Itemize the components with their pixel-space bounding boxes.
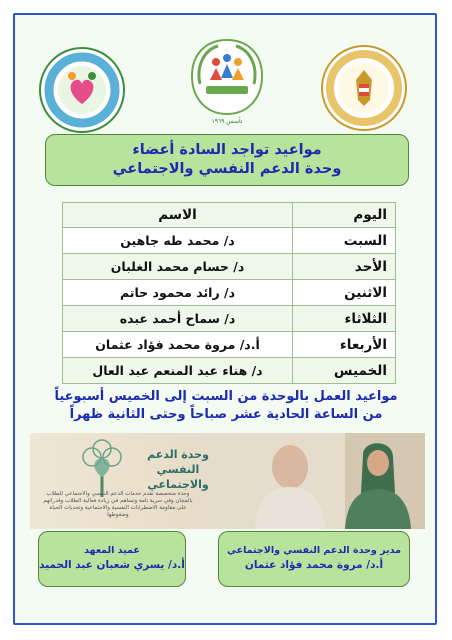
schedule-table xyxy=(62,202,396,384)
row-day: الثلاثاء xyxy=(293,306,396,332)
working-hours xyxy=(30,388,422,424)
dean-name: أ.د/ يسري شعبان عبد الحميد xyxy=(39,559,185,571)
row-day: الأحد xyxy=(293,254,396,280)
table-row xyxy=(63,254,396,280)
director-role: مدير وحدة الدعم النفسي والاجتماعي xyxy=(227,545,401,556)
table-row xyxy=(63,332,396,358)
banner-description: وحدة متخصصة تقدم خدمات الدعم النفسي والاجتماعي للطلاب بالمجان وفي سرية تامة وتساهم في زيادة فعالية الطلاب وقدراتهم على مقاومة الاضطرابات النفسية والاجتماعية وتحديات الحياة وضغوطها xyxy=(43,491,193,518)
row-name: د/ محمد طه جاهين xyxy=(63,228,293,254)
row-day: الاثنين xyxy=(293,280,396,306)
header-day: اليوم xyxy=(293,203,396,228)
working-hours-line-2: من الساعة الحادية عشر صباحاً وحتى الثانية ظهراً xyxy=(69,407,383,422)
director-name: أ.د/ مروة محمد فؤاد عثمان xyxy=(244,559,384,571)
ministry-logo xyxy=(320,44,408,132)
title-line-1: مواعيد تواجد السادة أعضاء xyxy=(132,142,322,158)
signature-dean xyxy=(38,531,186,587)
working-hours-line-1: مواعيد العمل بالوحدة من السبت إلى الخميس أسبوعياً xyxy=(54,389,398,404)
row-name: أ.د/ مروة محمد فؤاد عثمان xyxy=(63,332,293,358)
banner-title-line-1: وحدة الدعم xyxy=(147,448,209,461)
institute-founding-caption: تأسس ١٩٦٩ xyxy=(211,118,243,125)
dean-role: عميد المعهد xyxy=(84,545,140,556)
row-name: د/ هناء عبد المنعم عبد العال xyxy=(63,358,293,384)
row-name: د/ رائد محمود حاتم xyxy=(63,280,293,306)
row-name: د/ حسام محمد الغلبان xyxy=(63,254,293,280)
banner-heading xyxy=(130,447,226,492)
title-box xyxy=(45,134,409,186)
table-row xyxy=(63,228,396,254)
social-therapy-unit-logo xyxy=(38,46,126,134)
unit-banner xyxy=(30,433,425,529)
banner-title-line-2: النفسي والاجتماعي xyxy=(147,463,209,491)
row-day: السبت xyxy=(293,228,396,254)
signature-unit-director xyxy=(218,531,410,587)
row-day: الأربعاء xyxy=(293,332,396,358)
table-row xyxy=(63,306,396,332)
row-day: الخميس xyxy=(293,358,396,384)
row-name: د/ سماح أحمد عبده xyxy=(63,306,293,332)
table-row xyxy=(63,358,396,384)
table-header-row xyxy=(63,203,396,228)
header-name: الاسم xyxy=(63,203,293,228)
table-row xyxy=(63,280,396,306)
institute-logo xyxy=(188,36,266,118)
title-line-2: وحدة الدعم النفسي والاجتماعي xyxy=(112,161,342,177)
counseling-photo xyxy=(195,433,425,529)
